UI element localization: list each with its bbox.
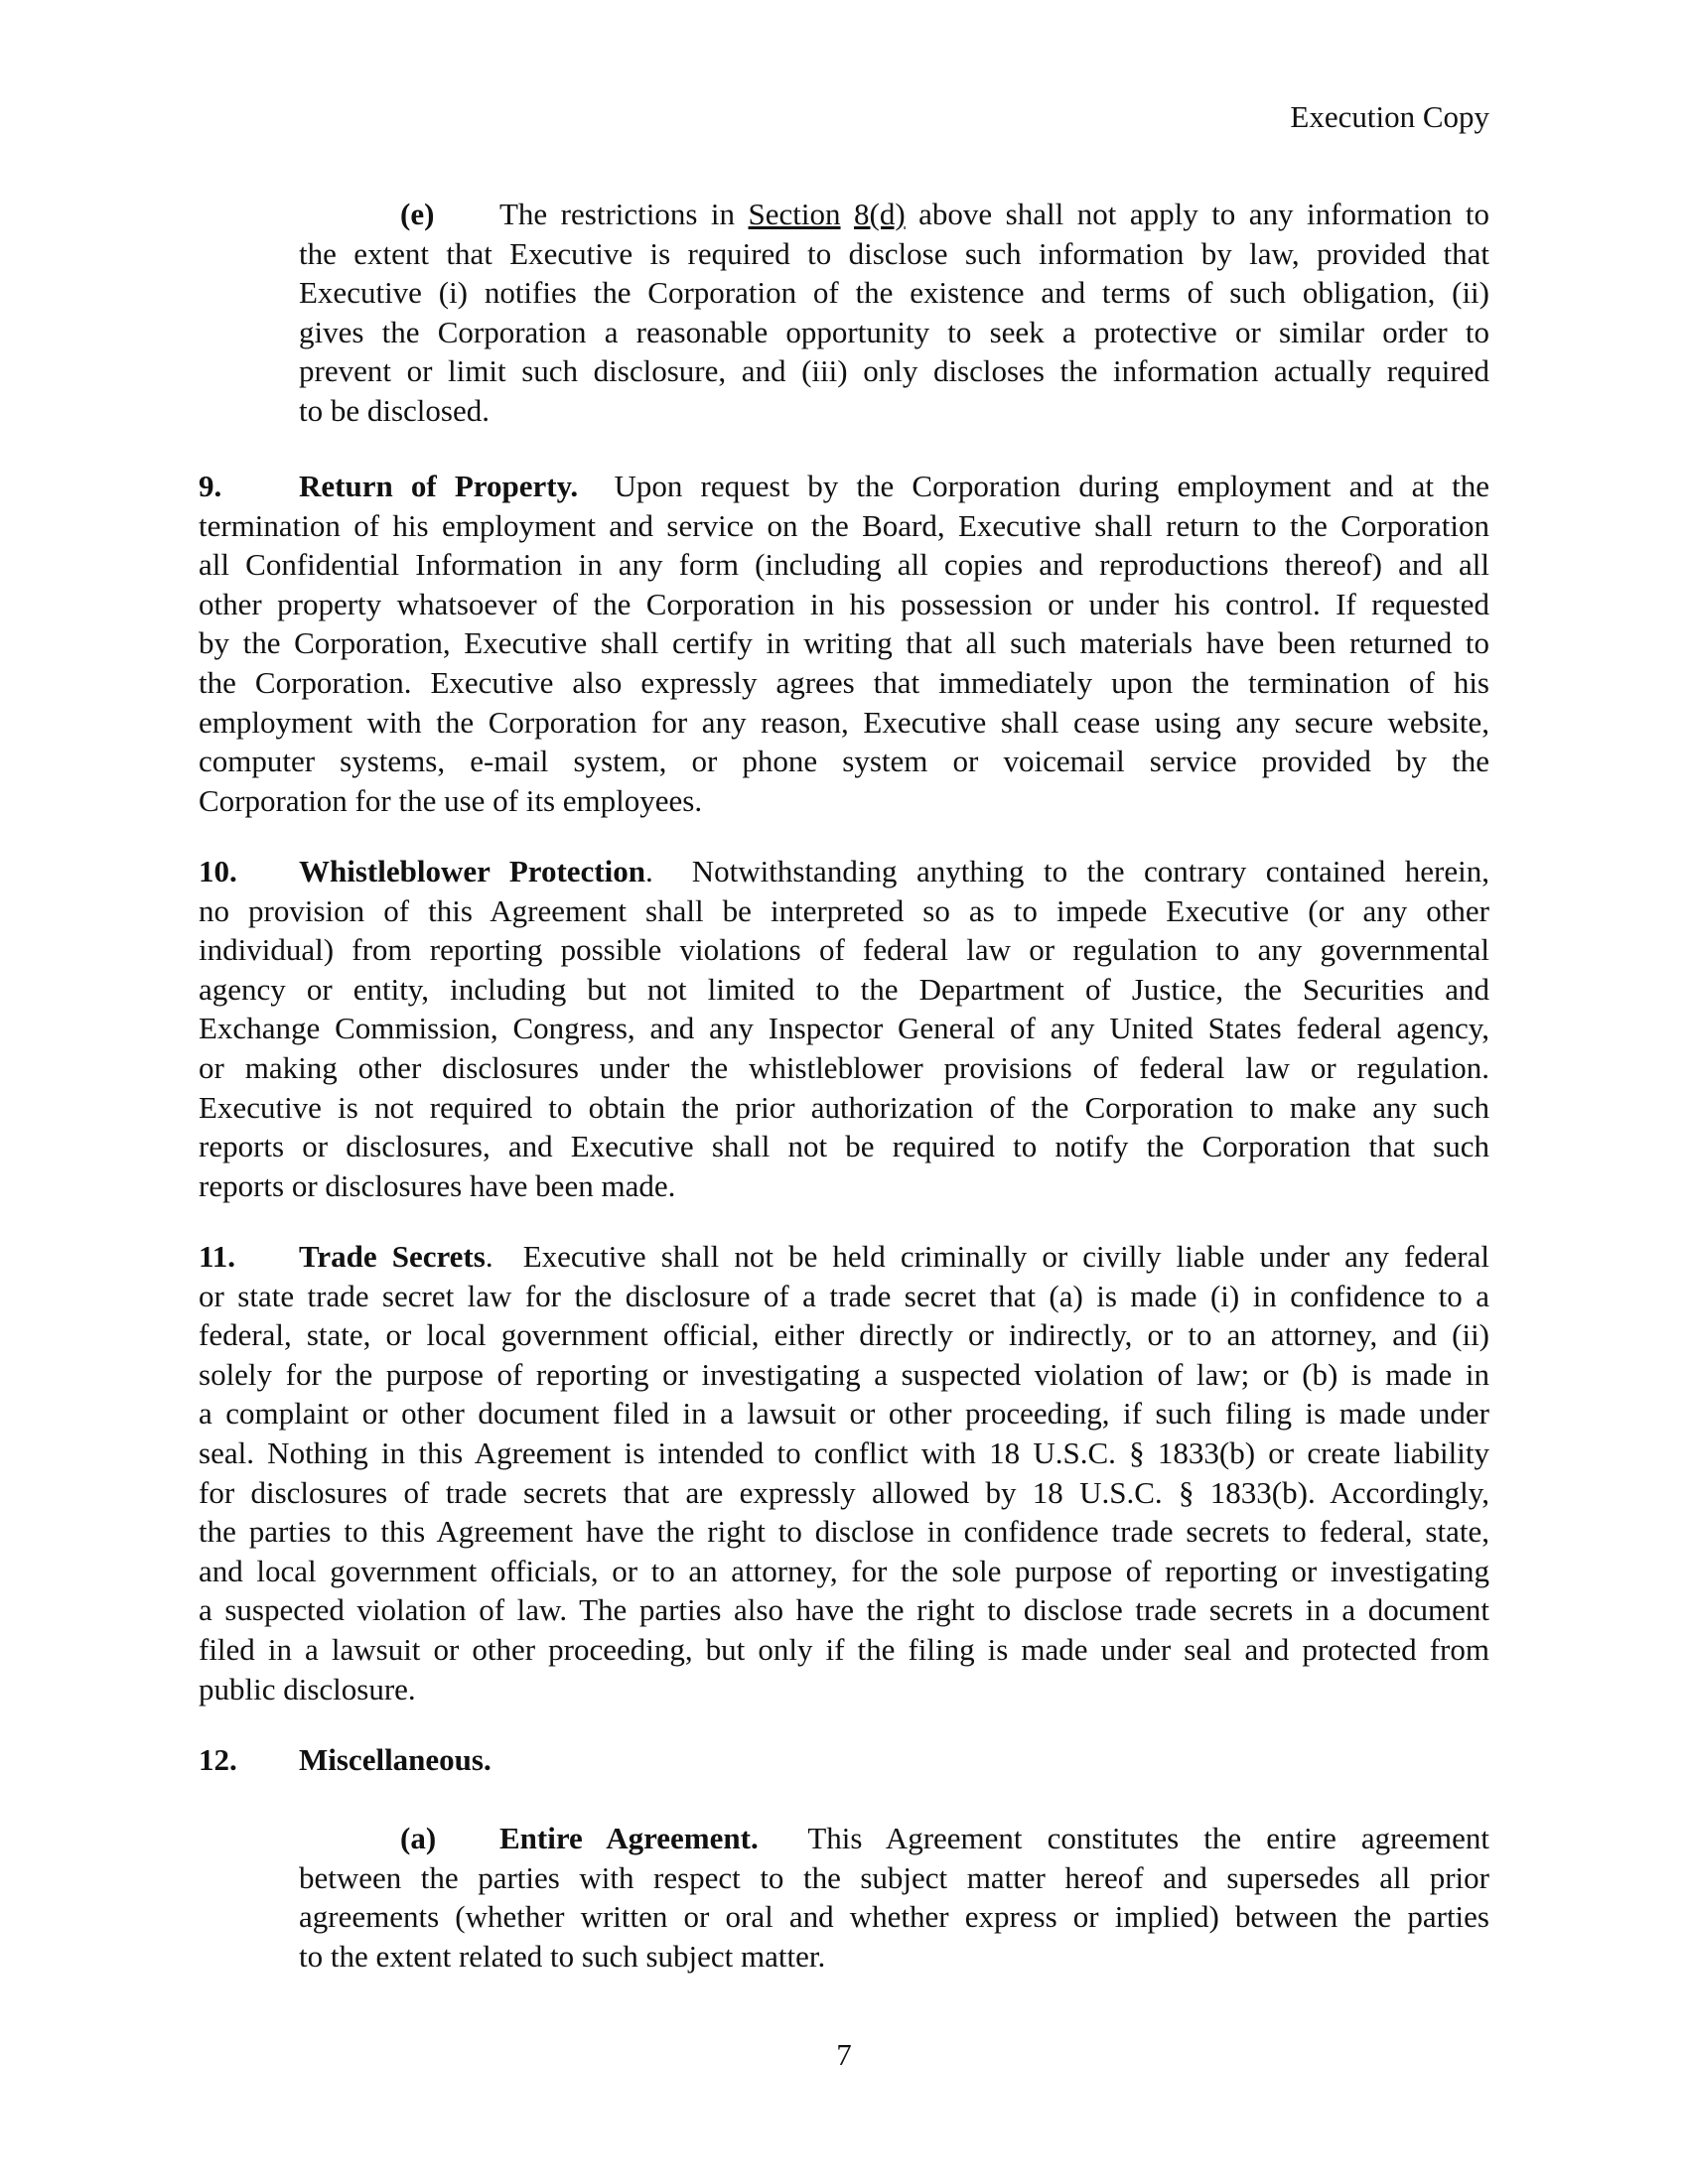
text-line: employment with the Corporation for any reason, Executive shall cease using any secure website, — [199, 704, 1489, 740]
text-line: public disclosure. — [199, 1671, 416, 1706]
text-line: reports or disclosures have been made. — [199, 1167, 676, 1203]
section-number: 10. — [199, 854, 237, 888]
section-8e-line-1: (e) The restrictions in Section 8(d) above shall not apply to any information to — [299, 195, 1489, 234]
section-9-line-1: 9. Return of Property. Upon request by the Corporation during employment and at the — [199, 467, 1489, 506]
section-title: Trade Secrets — [299, 1239, 486, 1274]
section-12a — [299, 1819, 1489, 1976]
section-8e-label: (e) — [400, 197, 435, 231]
text-line: Executive (i) notifies the Corporation of the existence and terms of such obligation, (ii) — [299, 275, 1489, 311]
text-line: the Corporation. Executive also expressly agrees that immediately upon the termination of his — [199, 664, 1489, 700]
section-8e — [299, 195, 1489, 431]
text-line: Executive is not required to obtain the prior authorization of the Corporation to make any such — [199, 1089, 1489, 1125]
text-line: a complaint or other document filed in a lawsuit or other proceeding, if such filing is made under — [199, 1396, 1489, 1432]
text-line: between the parties with respect to the subject matter hereof and supersedes all prior — [299, 1859, 1489, 1895]
section-10-line-1: 10. Whistleblower Protection. Notwithstanding anything to the contrary contained herein, — [199, 852, 1489, 891]
text-line: or making other disclosures under the whistleblower provisions of federal law or regulation. — [199, 1049, 1489, 1085]
text-line: agreements (whether written or oral and whether express or implied) between the parties — [299, 1899, 1489, 1935]
section-11-line-1: 11. Trade Secrets. Executive shall not be held criminally or civilly liable under any federal — [199, 1237, 1489, 1277]
text-line: all Confidential Information in any form (including all copies and reproductions thereof) and all — [199, 547, 1489, 583]
text-line: for disclosures of trade secrets that are expressly allowed by 18 U.S.C. § 1833(b). Accordingly, — [199, 1474, 1489, 1510]
text-line: federal, state, or local government official, either directly or indirectly, or to an attorney, and (ii) — [199, 1317, 1489, 1353]
page-number: 7 — [836, 2037, 852, 2072]
text-line: individual) from reporting possible violations of federal law or regulation to any governmental — [199, 932, 1489, 968]
text-line: no provision of this Agreement shall be interpreted so as to impede Executive (or any other — [199, 892, 1489, 928]
section-8d-reference-link[interactable]: 8(d) — [854, 197, 906, 231]
section-title: Entire Agreement. — [499, 1821, 759, 1855]
section-12 — [199, 1740, 1489, 1780]
text-line: filed in a lawsuit or other proceeding, but only if the filing is made under seal and protected from — [199, 1631, 1489, 1667]
text-line: agency or entity, including but not limited to the Department of Justice, the Securities and — [199, 971, 1489, 1007]
section-number: 11. — [199, 1239, 236, 1274]
text-line: seal. Nothing in this Agreement is intended to conflict with 18 U.S.C. § 1833(b) or create liability — [199, 1434, 1489, 1470]
section-10 — [199, 852, 1489, 1205]
section-number: 12. — [199, 1742, 237, 1777]
text-line: reports or disclosures, and Executive shall not be required to notify the Corporation that such — [199, 1129, 1489, 1164]
section-9 — [199, 467, 1489, 820]
text-line: Exchange Commission, Congress, and any Inspector General of any United States federal agency, — [199, 1011, 1489, 1046]
section-11 — [199, 1237, 1489, 1708]
text-line: prevent or limit such disclosure, and (iii) only discloses the information actually required — [299, 353, 1489, 389]
section-title: Whistleblower Protection — [299, 854, 645, 888]
text-line: to the extent related to such subject matter. — [299, 1938, 826, 1974]
section-12a-line-1: (a) Entire Agreement. This Agreement constitutes the entire agreement — [299, 1819, 1489, 1858]
text-line: other property whatsoever of the Corporation in his possession or under his control. If requested — [199, 586, 1489, 621]
text-line: Corporation for the use of its employees. — [199, 782, 703, 818]
section-12a-label: (a) — [400, 1821, 437, 1855]
text-line: and local government officials, or to an attorney, for the sole purpose of reporting or investigating — [199, 1553, 1489, 1588]
text-line: solely for the purpose of reporting or investigating a suspected violation of law; or (b) is made in — [199, 1356, 1489, 1392]
section-number: 9. — [199, 469, 222, 503]
text-line: the parties to this Agreement have the right to disclose in confidence trade secrets to federal, state, — [199, 1514, 1489, 1550]
text-line: or state trade secret law for the disclosure of a trade secret that (a) is made (i) in confidence to a — [199, 1278, 1489, 1313]
text-line: termination of his employment and service on the Board, Executive shall return to the Corporation — [199, 507, 1489, 543]
text-line: the extent that Executive is required to disclose such information by law, provided that — [299, 235, 1489, 271]
text-line: computer systems, e-mail system, or phone system or voicemail service provided by the — [199, 744, 1489, 779]
section-12-heading — [199, 1740, 1489, 1780]
text-line: to be disclosed. — [299, 392, 490, 428]
section-title: Return of Property. — [299, 469, 579, 503]
text-line: a suspected violation of law. The parties also have the right to disclose trade secrets in a document — [199, 1592, 1489, 1628]
section-reference-link[interactable]: Section — [748, 197, 841, 231]
section-title: Miscellaneous. — [299, 1742, 492, 1777]
text-line: by the Corporation, Executive shall certify in writing that all such materials have been returned to — [199, 625, 1489, 661]
document-header: Execution Copy — [1290, 99, 1489, 134]
text-line: gives the Corporation a reasonable opportunity to seek a protective or similar order to — [299, 314, 1489, 349]
